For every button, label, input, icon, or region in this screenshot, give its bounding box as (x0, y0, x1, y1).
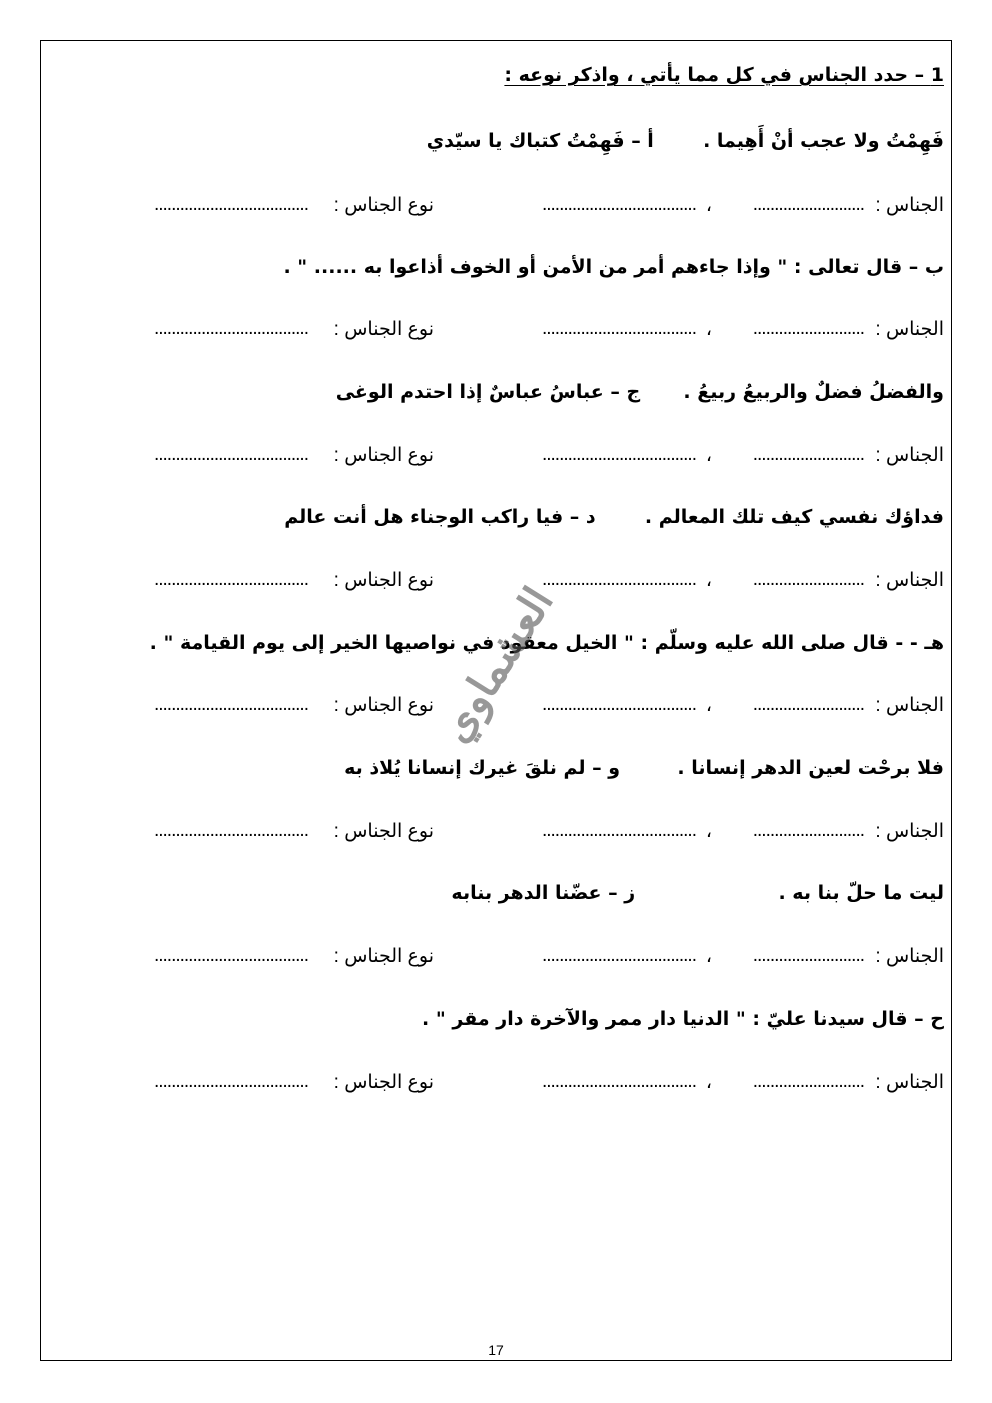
question-h-text: ح – قال سيدنا عليّ : " الدنيا دار ممر والآخرة دار مقر " . (422, 1008, 944, 1030)
answer-line-b (120, 318, 944, 346)
question-a-hemistich-1: أ – فَهِمْتُ كتباك يا سيّدي (426, 130, 654, 152)
jinas-label: الجناس : (875, 195, 944, 216)
question-f (344, 757, 944, 779)
jinas-blank-1[interactable]: .......................... (752, 694, 864, 715)
jinas-blank-1[interactable]: .......................... (752, 444, 864, 465)
jinas-blank-2[interactable]: .................................... (541, 1071, 696, 1092)
comma: ، (705, 821, 712, 842)
answer-line-g (120, 945, 944, 973)
watermark: العشماوي (429, 578, 563, 751)
question-d-hemistich-2: فداؤك نفسي كيف تلك المعالم . (644, 506, 944, 528)
question-f-hemistich-2: فلا برحْت لعين الدهر إنسانا . (677, 757, 944, 779)
exercise-title: 1 – حدد الجناس في كل مما يأتي ، واذكر نوعه : (504, 64, 944, 86)
jinas-type-label: نوع الجناس : (333, 946, 434, 967)
jinas-label: الجناس : (875, 319, 944, 340)
jinas-blank-1[interactable]: .......................... (752, 1071, 864, 1092)
jinas-type-blank[interactable]: .................................... (153, 194, 308, 215)
jinas-blank-1[interactable]: .......................... (752, 318, 864, 339)
comma: ، (705, 1072, 712, 1093)
jinas-type-label: نوع الجناس : (333, 445, 434, 466)
question-b (283, 256, 944, 278)
question-b-text: ب – قال تعالى : " وإذا جاءهم أمر من الأمن أو الخوف أذاعوا به ...... " . (283, 256, 944, 278)
comma: ، (705, 946, 712, 967)
question-e (150, 632, 944, 654)
question-c (336, 381, 944, 403)
jinas-type-blank[interactable]: .................................... (153, 444, 308, 465)
jinas-label: الجناس : (875, 821, 944, 842)
jinas-blank-2[interactable]: .................................... (541, 569, 696, 590)
answer-line-a (120, 194, 944, 222)
answer-line-f (120, 820, 944, 848)
question-e-text: هـ - - قال صلى الله عليه وسلّم : " الخيل معقود في نواصيها الخير إلى يوم القيامة " . (149, 632, 944, 654)
jinas-type-label: نوع الجناس : (333, 695, 434, 716)
question-d (284, 506, 944, 528)
question-g (451, 882, 944, 904)
comma: ، (705, 695, 712, 716)
question-g-hemistich-2: ليت ما حلّ بنا به . (778, 882, 944, 904)
jinas-blank-2[interactable]: .................................... (541, 945, 696, 966)
jinas-type-blank[interactable]: .................................... (153, 1071, 308, 1092)
question-c-hemistich-2: والفضلُ فضلٌ والربيعُ ربيعُ . (683, 381, 944, 403)
comma: ، (705, 445, 712, 466)
jinas-blank-2[interactable]: .................................... (541, 820, 696, 841)
jinas-blank-1[interactable]: .......................... (752, 820, 864, 841)
jinas-type-label: نوع الجناس : (333, 195, 434, 216)
jinas-blank-1[interactable]: .......................... (752, 569, 864, 590)
jinas-type-blank[interactable]: .................................... (153, 694, 308, 715)
answer-line-c (120, 444, 944, 472)
question-f-hemistich-1: و – لم نلقَ غيرك إنسانا يُلاذ به (344, 757, 621, 779)
question-c-hemistich-1: ج – عباسُ عباسٌ إذا احتدم الوغى (335, 381, 641, 403)
jinas-type-label: نوع الجناس : (333, 821, 434, 842)
question-a (427, 130, 944, 152)
jinas-label: الجناس : (875, 570, 944, 591)
answer-line-e (120, 694, 944, 722)
jinas-type-blank[interactable]: .................................... (153, 318, 308, 339)
jinas-type-blank[interactable]: .................................... (153, 569, 308, 590)
comma: ، (705, 570, 712, 591)
jinas-type-label: نوع الجناس : (333, 1072, 434, 1093)
answer-line-h (120, 1071, 944, 1099)
jinas-label: الجناس : (875, 695, 944, 716)
question-g-hemistich-1: ز – عضّنا الدهر بنابه (451, 882, 636, 904)
jinas-blank-1[interactable]: .......................... (752, 194, 864, 215)
question-h (422, 1008, 944, 1030)
jinas-type-blank[interactable]: .................................... (153, 945, 308, 966)
jinas-blank-2[interactable]: .................................... (541, 444, 696, 465)
jinas-type-blank[interactable]: .................................... (153, 820, 308, 841)
jinas-blank-1[interactable]: .......................... (752, 945, 864, 966)
jinas-blank-2[interactable]: .................................... (541, 694, 696, 715)
jinas-label: الجناس : (875, 946, 944, 967)
jinas-blank-2[interactable]: .................................... (541, 318, 696, 339)
jinas-type-label: نوع الجناس : (333, 570, 434, 591)
comma: ، (705, 195, 712, 216)
comma: ، (705, 319, 712, 340)
question-a-hemistich-2: فَهِمْتُ ولا عجب أنْ أَهِيما . (703, 130, 944, 152)
question-d-hemistich-1: د – فيا راكب الوجناء هل أنت عالم (284, 506, 596, 528)
jinas-type-label: نوع الجناس : (333, 319, 434, 340)
jinas-label: الجناس : (875, 445, 944, 466)
jinas-label: الجناس : (875, 1072, 944, 1093)
page-number: 17 (488, 1342, 504, 1358)
jinas-blank-2[interactable]: .................................... (541, 194, 696, 215)
